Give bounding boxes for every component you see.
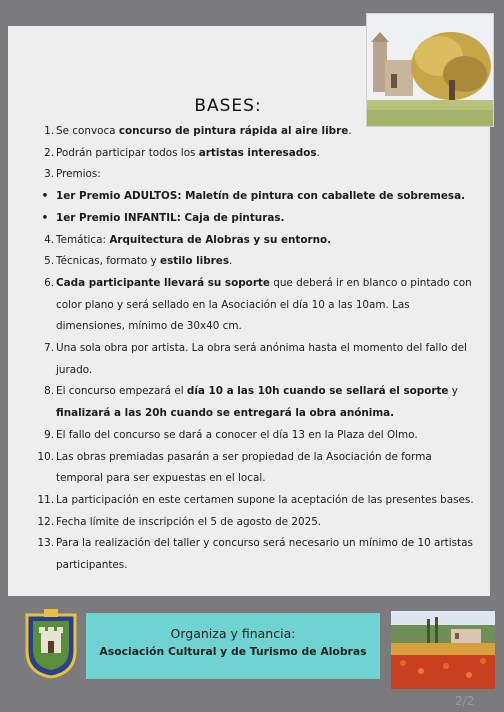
rule-bold-text: finalizará a las 20h cuando se entregará la obra anónima.: [56, 407, 395, 420]
rule-number: 5.: [44, 255, 54, 268]
rule-text: 1er Premio ADULTOS: Maletín de pintura con caballete de sobremesa.: [56, 190, 466, 203]
rule-number: 4.: [44, 233, 54, 246]
poppy-field-painting: [391, 611, 495, 689]
rule-item: [36, 447, 476, 490]
rule-number: 13.: [37, 537, 54, 550]
rule-number: •: [41, 211, 49, 224]
rule-number: •: [41, 190, 49, 203]
rule-text: El concurso empezará el: [56, 385, 187, 398]
rule-text: Premios:: [56, 168, 101, 181]
rule-text: Una sola obra por artista. La obra será anónima hasta el momento del fallo del jurado.: [56, 342, 467, 376]
rule-item: [36, 338, 476, 381]
rule-item: [36, 230, 476, 252]
rule-item: [36, 381, 476, 424]
rule-text: Temática:: [56, 233, 110, 246]
rule-bold-text: Cada participante llevará su soporte: [56, 276, 270, 289]
rule-text: Fecha límite de inscripción el 5 de agosto de 2025.: [56, 515, 322, 528]
village-painting: [366, 13, 494, 127]
rule-number: 11.: [37, 493, 54, 506]
rule-number: 2.: [44, 146, 54, 159]
rule-number: 1.: [44, 125, 54, 137]
rule-item: [36, 208, 476, 230]
rule-text: 1er Premio INFANTIL: Caja de pinturas.: [56, 211, 285, 224]
rule-item: [36, 143, 476, 165]
rule-number: 8.: [44, 385, 54, 398]
rule-item: [36, 186, 476, 208]
rule-bold-text: Arquitectura de Alobras y su entorno.: [109, 233, 332, 246]
asociacion-name: Asociación Cultural y de Turismo de Alobras: [99, 645, 367, 658]
rule-number: 7.: [44, 342, 54, 355]
rule-item: [36, 425, 476, 447]
coat-of-arms-logo: [24, 607, 78, 679]
rule-bold-text: estilo libres: [160, 255, 230, 268]
rule-number: 12.: [37, 515, 54, 528]
rule-text: Se convoca: [56, 125, 119, 137]
rule-text: .: [316, 146, 320, 159]
rule-item: [36, 273, 476, 338]
page-number: 2/2: [455, 694, 475, 708]
rule-bold-text: artistas interesados: [198, 146, 317, 159]
rule-text: Podrán participar todos los: [56, 146, 199, 159]
organiza-label: Organiza y financia:: [170, 626, 296, 641]
rule-number: 3.: [44, 168, 54, 181]
rule-bold-text: día 10 a las 10h cuando se sellará el soporte: [186, 385, 449, 398]
rule-text: Para la realización del taller y concurso será necesario un mínimo de 10 artistas participantes.: [56, 537, 473, 572]
rule-text: .: [348, 125, 352, 137]
rule-text: El fallo del concurso se dará a conocer el día 13 en la Plaza del Olmo.: [56, 428, 418, 441]
rule-item: [36, 164, 476, 186]
bases-title: BASES:: [194, 96, 262, 116]
rule-text: .: [229, 255, 233, 268]
rule-item: [36, 251, 476, 273]
rule-number: 9.: [44, 428, 54, 441]
rule-bold-text: concurso de pintura rápida al aire libre: [118, 125, 349, 137]
rule-text: que deberá ir en blanco o pintado con color plano y será sellado en la Asociación el día 10 a las 10am. Las dimensiones, mínimo de 30x40 cm.: [56, 276, 472, 333]
rule-number: 6.: [44, 276, 54, 289]
rules-list: [36, 121, 476, 577]
rule-item: [36, 533, 476, 576]
rule-item: [36, 512, 476, 534]
rule-item: [36, 490, 476, 512]
rule-text: Técnicas, formato y: [56, 255, 161, 268]
rule-text: y: [448, 385, 458, 398]
rule-number: 10.: [37, 450, 54, 463]
rule-text: La participación en este certamen supone la aceptación de las presentes bases.: [56, 493, 474, 506]
sponsor-box: [86, 613, 380, 679]
rule-text: Las obras premiadas pasarán a ser propiedad de la Asociación de forma temporal para ser expuestas en el local.: [56, 450, 432, 485]
